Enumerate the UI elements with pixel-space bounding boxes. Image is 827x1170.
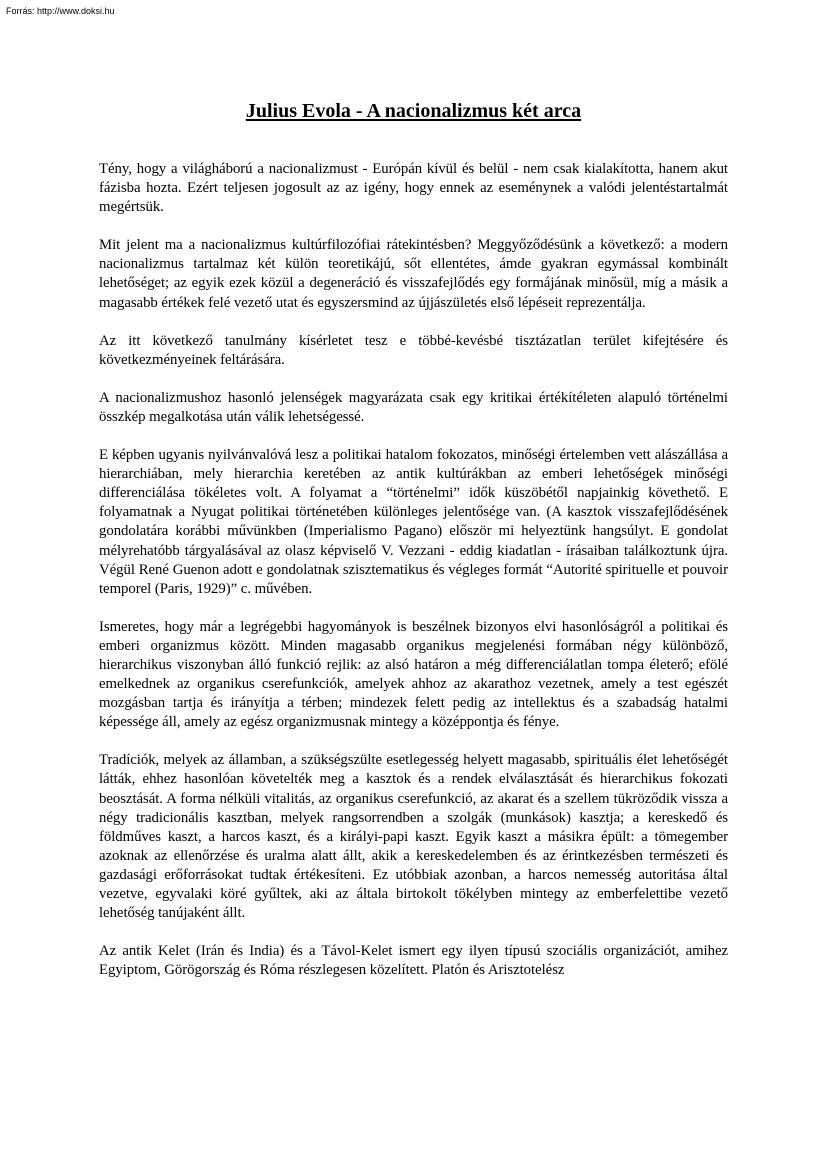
paragraph: Az antik Kelet (Irán és India) és a Távol-Kelet ismert egy ilyen típusú szociális organizációt, amihez Egyiptom, Görögország és Róma részlegesen közelített. Platón és Arisztotelész [99, 943, 728, 979]
paragraph: Az itt következő tanulmány kísérletet tesz e többé-kevésbé tisztázatlan terület kifejtésére és következményeinek feltárására. [99, 332, 728, 368]
document-body [99, 160, 728, 980]
paragraph: Tény, hogy a világháború a nacionalizmust - Európán kívül és belül - nem csak kialakította, hanem akut fázisba hozta. Ezért teljesen jogosult az az igény, hogy ennek az eseménynek a valódi jelentéstartalmát megértsük. [99, 161, 728, 216]
paragraph: Tradíciók, melyek az államban, a szükségszülte esetlegesség helyett magasabb, spirituális élet lehetőségét látták, ehhez hasonlóan követelték meg a kasztok és a rendek elválasztását és hierarchikus fokozati beosztását. A forma nélküli vitalitás, az organikus cserefunkció, az akarat és a szellem tükröződik vissza a négy tradicionális kasztban, melyek rangsorrendben a szolgák (munkások) kasztja; a kereskedő és földműves kaszt, a harcos kaszt, és a királyi-papi kaszt. Egyik kaszt a másikra épült: a tömegember azoknak az ellenőrzése és uralma alatt állt, akik a kereskedelemben és az érintkezésben természeti és gazdasági erőforrásokat tudtak értékesíteni. Ez utóbbiak azonban, a harcos nemesség autoritása által vezetve, egyvalaki köré gyűltek, aki az általa birtokolt tökélyben mintegy az emberfelettibe vezető lehetőség tanújaként állt. [99, 752, 728, 922]
paragraph: Ismeretes, hogy már a legrégebbi hagyományok is beszélnek bizonyos elvi hasonlóságról a politikai és emberi organizmus között. Minden magasabb organikus megjelenési formában négy különböző, hierarchikus viszonyban álló funkció rejlik: az alsó határon a még differenciálatlan tompa életerő; efölé emelkednek az organikus cserefunkciók, amelyek ahhoz az akarathoz vezetnek, amely a test egészét mozgásban tartja és irányítja a térben; mindezek felett pedig az intellektus és a szabadság hatalmi képessége áll, amely az egész organizmusnak mintegy a középpontja és fénye. [99, 618, 728, 731]
paragraph: A nacionalizmushoz hasonló jelenségek magyarázata csak egy kritikai értékítéleten alapuló történelmi összkép megalkotása után válik lehetségessé. [99, 389, 728, 425]
source-attribution: Forrás: http://www.doksi.hu [6, 6, 115, 16]
paragraph: E képben ugyanis nyilvánvalóvá lesz a politikai hatalom fokozatos, minőségi értelemben vett alászállása a hierarchiában, mely hierarchia keretében az antik kultúrákban az emberi lehetőségek minőségi differenciálása tökéletes volt. A folyamat a “történelmi” idők küszöbétől napjainkig követhető. E folyamatnak a Nyugat politikai történetében különleges jelentősége van. (A kasztok visszafejlődésének gondolatára korábbi művünkben (Imperialismo Pagano) először mi helyeztünk hangsúlyt. E gondolat mélyrehatóbb tárgyalásával az olasz képviselő V. Vezzani - eddig kiadatlan - írásaiban találkoztunk újra. Végül René Guenon adott e gondolatnak szisztematikus és végleges formát “Autorité spirituelle et pouvoir temporel (Paris, 1929)” c. művében. [99, 447, 728, 597]
document-title: Julius Evola - A nacionalizmus két arca [245, 100, 582, 122]
paragraph: Mit jelent ma a nacionalizmus kultúrfilozófiai rátekintésben? Meggyőződésünk a következő: a modern nacionalizmus tartalmaz két külön teoretikájú, sőt ellentétes, ámde gyakran egymással kombinált lehetőséget; az egyik ezek közül a degeneráció és visszafejlődés egy formájának minősül, míg a másik a magasabb értékek felé vezető utat és egyszersmind az újjászületés első lépéseit reprezentálja. [99, 237, 728, 311]
